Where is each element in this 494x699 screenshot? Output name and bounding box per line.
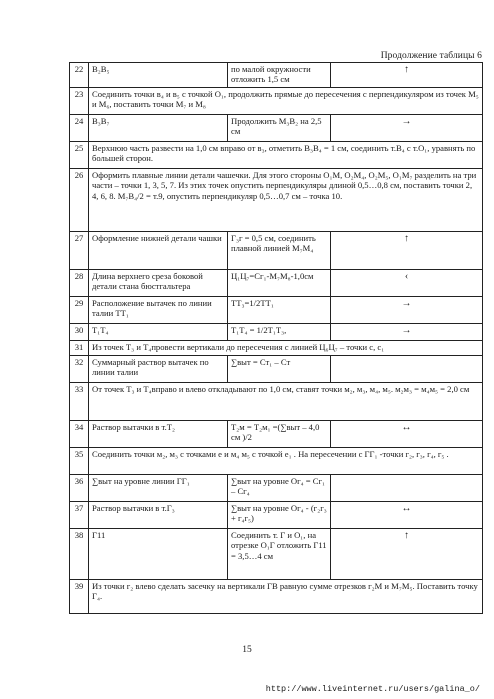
table-row xyxy=(70,88,483,115)
row-number: 39 xyxy=(70,580,89,614)
table-row xyxy=(70,63,483,88)
direction-arrow-icon: → xyxy=(331,115,483,142)
table-row xyxy=(70,142,483,169)
direction-arrow-icon xyxy=(331,475,483,502)
row-cell-formula: Соединить т. Г и О₁, на отрезке О₁Г отложить Г11 = 3,5…4 см xyxy=(228,529,331,580)
row-cell-text: Верхнюю часть развести на 1,0 см вправо от в₃, отметить В₃В₄ = 1 см, соединить т.В₄ с т.О₁, уравнять по большей сторон. xyxy=(89,142,483,169)
row-cell-text: Соединить точки м₂, м₃ с точками е и м₄ м₅ с точкой е₁ . На пересечении с ГГ₁ -точки г₂, г₃, г₄, г₅ . xyxy=(89,448,483,475)
row-number: 32 xyxy=(70,356,89,383)
row-number: 29 xyxy=(70,297,89,324)
row-cell-formula: ∑выт = Ст₁ – Ст xyxy=(228,356,331,383)
table-row xyxy=(70,341,483,356)
row-cell-text: Из точки г₂ влево сделать засечку на вертикали ГВ равную сумме отрезков г₂М и М₇М₅. Поставить точку Г₄. xyxy=(89,580,483,614)
table-row xyxy=(70,324,483,341)
row-cell-step: Раствор вытачки в т.Т₂ xyxy=(89,421,228,448)
row-number: 35 xyxy=(70,448,89,475)
table-row xyxy=(70,383,483,421)
row-cell-step: Расположение вытачек по линии талии ТТ₁ xyxy=(89,297,228,324)
direction-arrow-icon: → xyxy=(331,297,483,324)
row-cell-formula: ТТ₃=1/2ТТ₁ xyxy=(228,297,331,324)
table-row xyxy=(70,356,483,383)
row-number: 31 xyxy=(70,341,89,356)
row-cell-formula: ∑выт на уровне Ог₄ = Сг₁ – Сг₄ xyxy=(228,475,331,502)
direction-arrow-icon: ↑ xyxy=(331,232,483,270)
row-number: 27 xyxy=(70,232,89,270)
row-cell-step: Т₁Т₄ xyxy=(89,324,228,341)
row-cell-formula: Т₁Т₄ = 1/2Т₁Т₃, xyxy=(228,324,331,341)
footer-url: http://www.liveinternet.ru/users/galina_o/ xyxy=(265,684,480,694)
table-row xyxy=(70,115,483,142)
row-cell-step: Длина верхнего среза боковой детали стана бюстгальтера xyxy=(89,270,228,297)
row-number: 23 xyxy=(70,88,89,115)
row-cell-step: ∑выт на уровне линии ГГ₁ xyxy=(89,475,228,502)
row-cell-text: От точек Т₃ и Т₄вправо и влево откладывают по 1,0 см, ставят точки м₂, м₃, м₄, м₅. м₂м₃ = м₄м₅ = 2,0 см xyxy=(89,383,483,421)
table-row xyxy=(70,475,483,502)
row-number: 37 xyxy=(70,502,89,529)
row-number: 30 xyxy=(70,324,89,341)
table-row xyxy=(70,580,483,614)
row-cell-step: Оформление нижней детали чашки xyxy=(89,232,228,270)
direction-arrow-icon: ↔ xyxy=(331,421,483,448)
table-row xyxy=(70,297,483,324)
table-row xyxy=(70,529,483,580)
row-cell-formula: ∑выт на уровне Ог₄ - (г₂г₃ + г₄г₅) xyxy=(228,502,331,529)
row-cell-text: Оформить плавные линии детали чашечки. Для этого стороны О₁М, О₂М₄, О₂М₅, О₁М₇ разделить на три части – точки 1, 3, 5, 7. Из этих точек опустить перпендикуляры длиной 0,5…0,8 см, поставить точки 2, 4, 6, 8. М₇В₄/2 = т.9, опустить перпендикуляр 0,5…0,7 см – точка 10. xyxy=(89,169,483,232)
row-cell-text: Из точек Т₃ и Т₄провести вертикали до пересечения с линией Ц₆Ц₇ – точки с, с₁ xyxy=(89,341,483,356)
table-row xyxy=(70,448,483,475)
row-number: 34 xyxy=(70,421,89,448)
page-number: 15 xyxy=(242,645,252,655)
row-number: 24 xyxy=(70,115,89,142)
direction-arrow-icon: ↑ xyxy=(331,529,483,580)
instructions-table xyxy=(69,62,483,614)
row-cell-formula: Продолжить М₃В₂ на 2,5 см xyxy=(228,115,331,142)
row-cell-formula: Ц₁Ц₇=Сг₁-М₇М₈-1,0см xyxy=(228,270,331,297)
row-number: 36 xyxy=(70,475,89,502)
row-number: 26 xyxy=(70,169,89,232)
table-row xyxy=(70,502,483,529)
row-cell-step: В₂В₅ xyxy=(89,63,228,88)
row-cell-step: Раствор вытачки в т.Г₃ xyxy=(89,502,228,529)
row-cell-formula: Т₂м = Т₂м₁ =(∑выт – 4,0 см )/2 xyxy=(228,421,331,448)
row-number: 22 xyxy=(70,63,89,88)
table-row xyxy=(70,270,483,297)
row-cell-text: Соединить точки в₄ и в₅ с точкой О₁, продолжить прямые до пересечения с перпендикуляром из точек М₅ и М₆, поставить точки М₇ и М₈ xyxy=(89,88,483,115)
row-cell-formula: по малой окружности отложить 1,5 см xyxy=(228,63,331,88)
row-cell-step: Г11 xyxy=(89,529,228,580)
row-number: 25 xyxy=(70,142,89,169)
direction-arrow-icon: ‹ xyxy=(331,270,483,297)
row-cell-step: Суммарный раствор вытачек по линии талии xyxy=(89,356,228,383)
table-row xyxy=(70,232,483,270)
table-row xyxy=(70,169,483,232)
row-cell-step: В₃В₇ xyxy=(89,115,228,142)
row-number: 38 xyxy=(70,529,89,580)
table-caption: Продолжение таблицы 6 xyxy=(380,51,482,61)
direction-arrow-icon xyxy=(331,356,483,383)
direction-arrow-icon: → xyxy=(331,324,483,341)
table-row xyxy=(70,421,483,448)
direction-arrow-icon: ↑ xyxy=(331,63,483,88)
direction-arrow-icon: ↔ xyxy=(331,502,483,529)
row-cell-formula: Г₃г = 0,5 см, соединить плавной линией М₇М₄ xyxy=(228,232,331,270)
row-number: 33 xyxy=(70,383,89,421)
row-number: 28 xyxy=(70,270,89,297)
